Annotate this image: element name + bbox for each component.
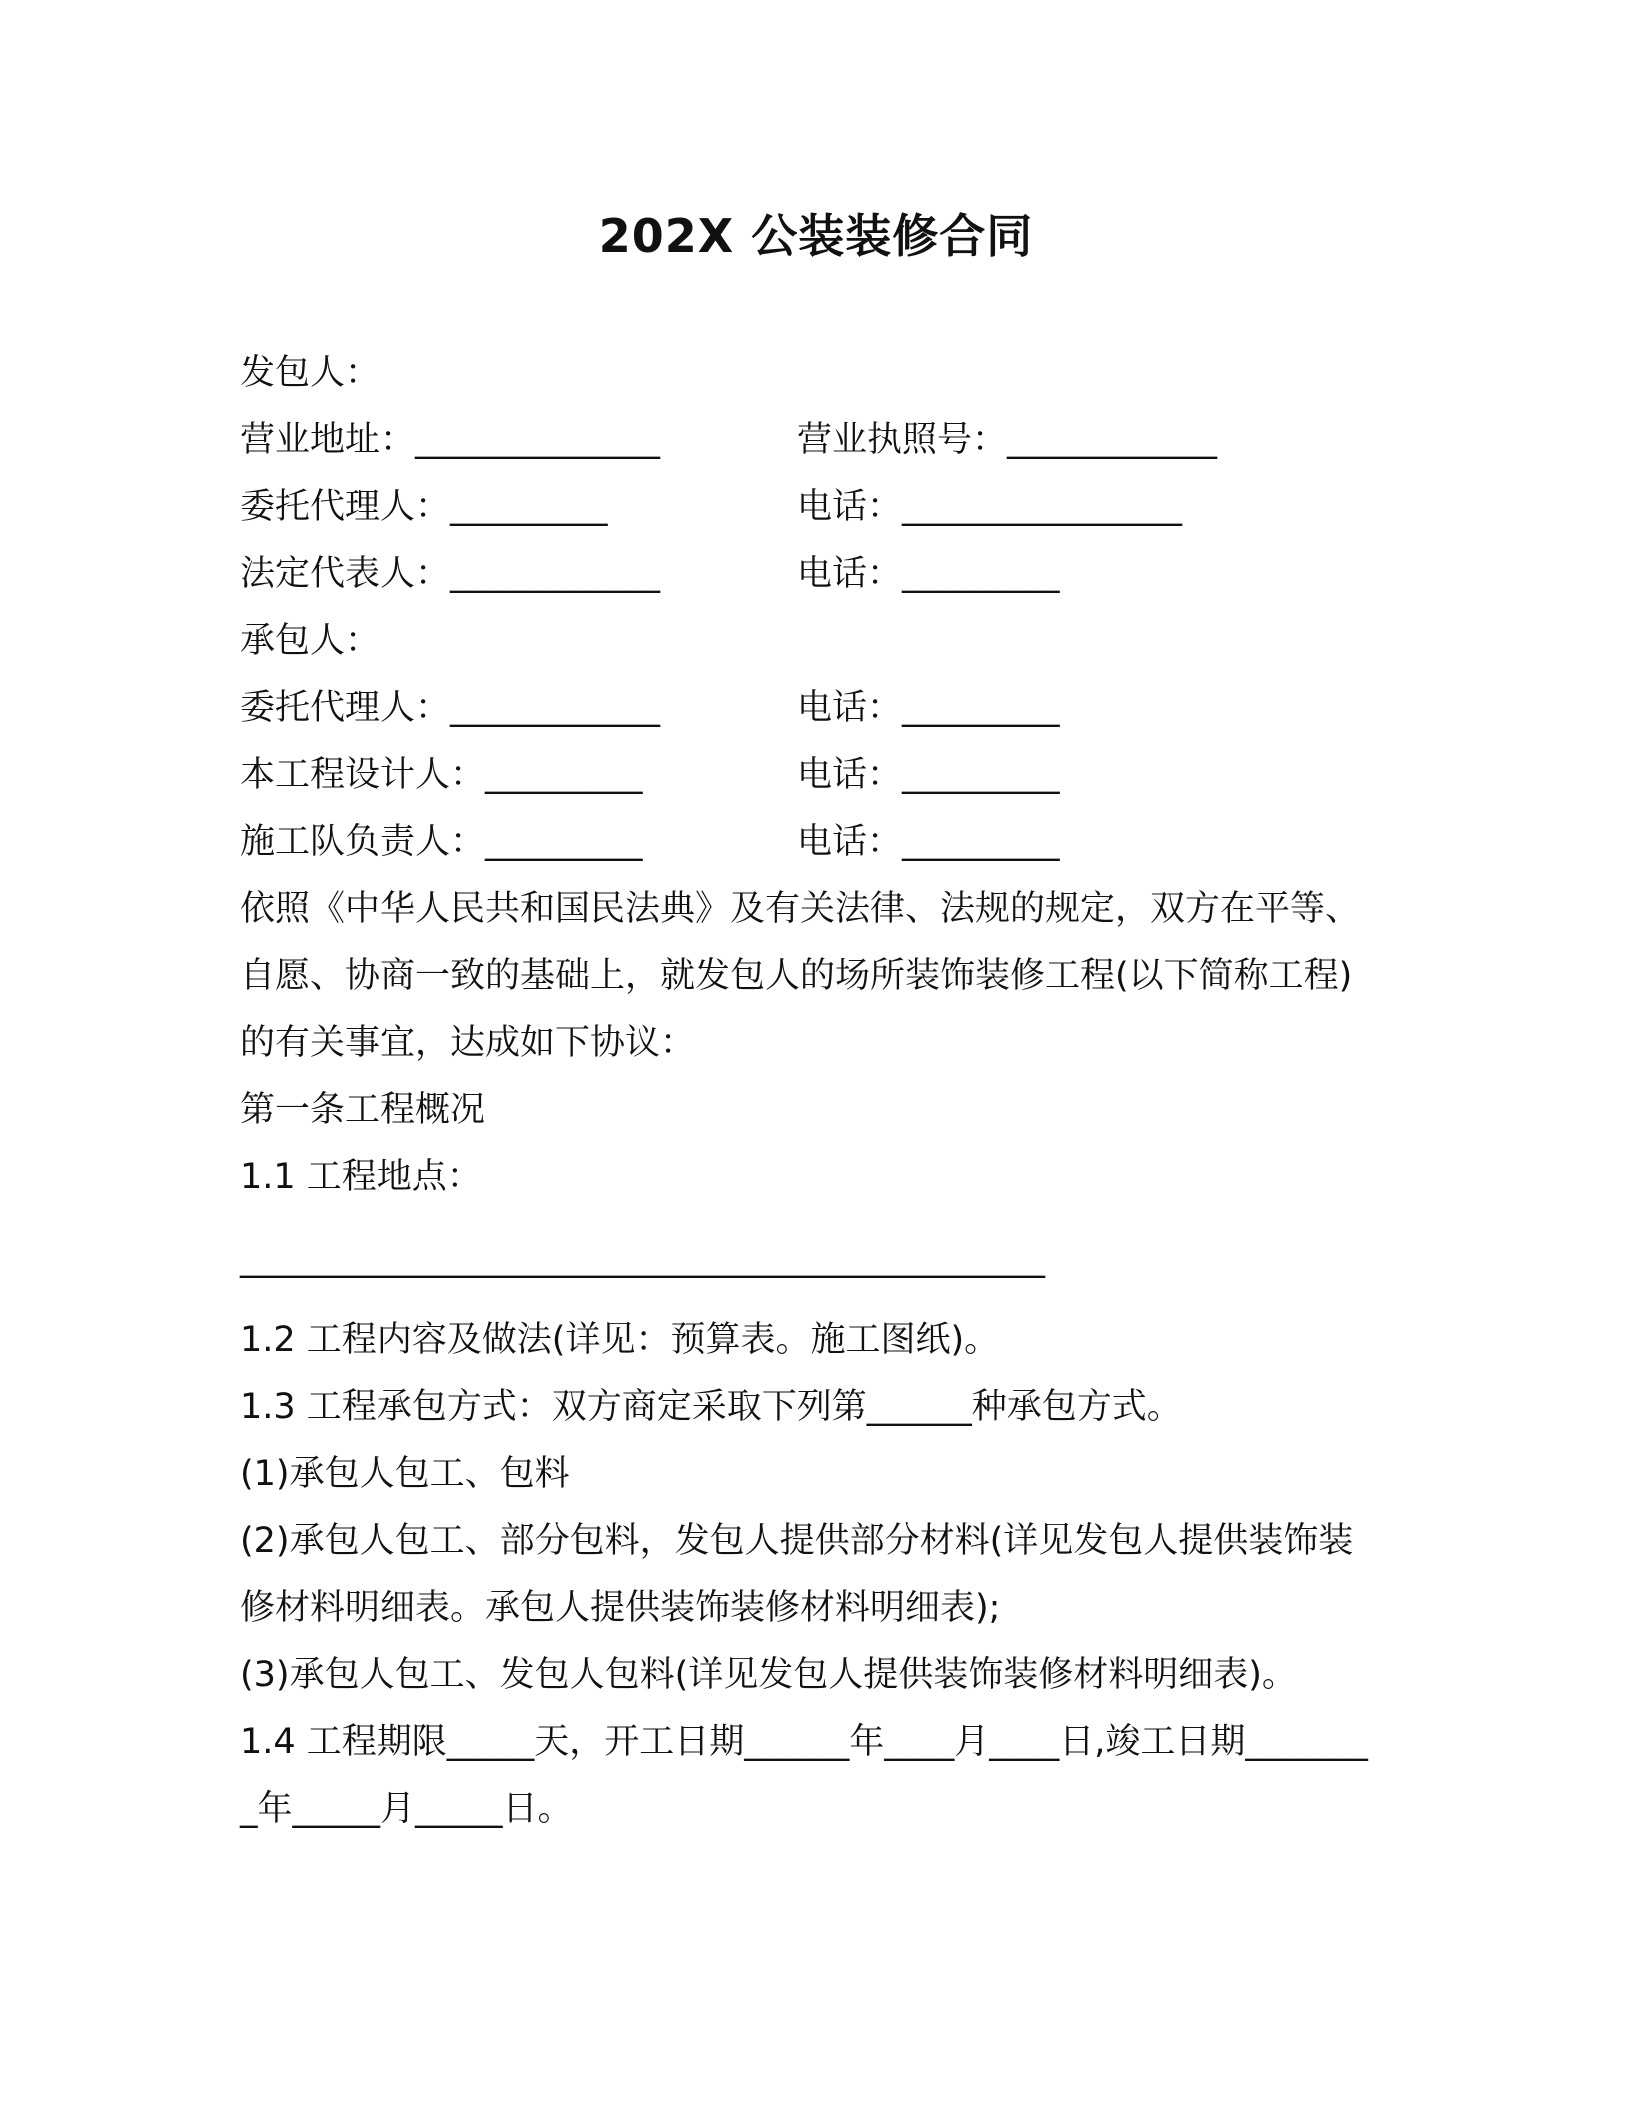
preamble-paragraph: 依照《中华人民共和国民法典》及有关法律、法规的规定，双方在平等、自愿、协商一致的基础上，就发包人的场所装饰装修工程(以下简称工程)的有关事宜，达成如下协议： [240,889,1361,1063]
employer-label: 发包人： [240,353,381,393]
team-leader-phone-field: 电话：_________ [797,822,1060,862]
option-2: (2)承包人包工、部分包料，发包人提供部分材料(详见发包人提供装饰装修材料明细表。承包人提供装饰装修材料明细表); [240,1521,1354,1628]
contractor-agent-field: 委托代理人：____________ [240,688,661,728]
legal-rep-phone-field: 电话：_________ [797,554,1060,594]
designer-phone-field: 电话：_________ [797,755,1060,795]
legal-rep-row [240,541,1390,608]
employer-agent-field: 委托代理人：_________ [240,487,608,527]
team-leader-field: 施工队负责人：_________ [240,822,643,862]
option-3: (3)承包人包工、发包人包料(详见发包人提供装饰装修材料明细表)。 [240,1655,1297,1695]
article-1-heading: 第一条工程概况 [240,1090,486,1130]
option-1: (1)承包人包工、包料 [240,1454,570,1494]
item-1-3: 1.3 工程承包方式：双方商定采取下列第______种承包方式。 [240,1387,1182,1427]
document-title: 202X 公装装修合同 [598,209,1034,263]
item-1-1-blank-line: ______________________________________________ [240,1239,1045,1279]
business-row [240,407,1390,474]
business-address-field: 营业地址：______________ [240,420,661,460]
contractor-agent-phone-field: 电话：_________ [797,688,1060,728]
legal-rep-field: 法定代表人：____________ [240,554,661,594]
employer-agent-row [240,474,1390,541]
business-license-field: 营业执照号：____________ [797,420,1218,460]
item-1-2: 1.2 工程内容及做法(详见：预算表。施工图纸)。 [240,1320,1000,1360]
employer-agent-phone-field: 电话：________________ [797,487,1183,527]
contractor-agent-row [240,675,1390,742]
designer-row [240,742,1390,809]
item-1-4: 1.4 工程期限_____天，开工日期______年____月____日,竣工日期________年_____月_____日。 [240,1722,1368,1829]
item-1-1: 1.1 工程地点： [240,1157,482,1197]
designer-field: 本工程设计人：_________ [240,755,643,795]
team-leader-row [240,809,1390,876]
contractor-label: 承包人： [240,621,381,661]
document-body [240,340,1390,1843]
